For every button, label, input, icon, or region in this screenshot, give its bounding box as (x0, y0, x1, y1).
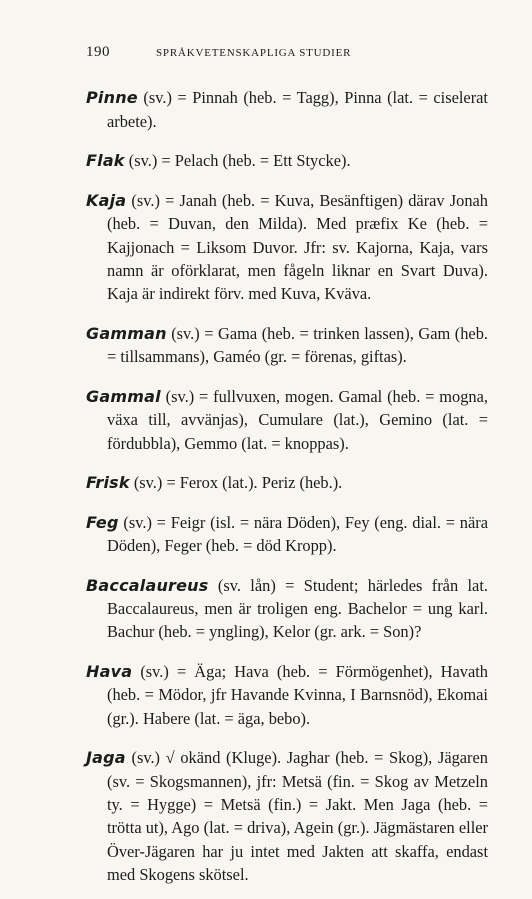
page-header (86, 44, 466, 61)
entry-feg (86, 511, 488, 558)
entry-gammal (86, 385, 488, 455)
entry-headword: Frisk (86, 473, 130, 493)
entry-headword: Flak (86, 151, 125, 171)
entry-text: (sv.) = Pinnah (heb. = Tagg), Pinna (lat. = ciselerat arbete). (107, 88, 488, 131)
entry-text: (sv.) = Gama (heb. = trinken lassen), Gam (heb. = tillsammans), Gaméo (gr. = förenas, giftas). (107, 323, 488, 367)
entry-headword: Hava (86, 662, 133, 682)
entry-jaga (86, 746, 488, 886)
entry-frisk (86, 471, 488, 494)
entry-headword: Gamman (86, 323, 167, 343)
dictionary-entries (86, 70, 488, 899)
entry-baccalaureus (86, 574, 488, 644)
entry-gamman (86, 322, 488, 369)
entry-flak (86, 149, 488, 172)
entry-text: (sv.) = Ferox (lat.). Periz (heb.). (133, 473, 343, 493)
entry-headword: Jaga (86, 748, 126, 768)
entry-text: (sv. lån) = Student; härledes från lat. Baccalaureus, men är troligen eng. Bachelor = ung karl. Bachur (heb. = yngling), Kelor (gr. ark. = Son)? (107, 575, 488, 642)
entry-text: (sv.) = Feigr (isl. = nära Döden), Fey (eng. dial. = nära Döden), Feger (heb. = död Kropp). (107, 512, 488, 556)
entry-kaja (86, 189, 488, 305)
entry-pinne (86, 86, 488, 133)
page-number: 190 (86, 44, 110, 60)
entry-text: (sv.) = Janah (heb. = Kuva, Besänftigen) därav Jonah (heb. = Duvan, den Milda). Med præfix Ke (heb. = Kajjonach = Liksom Duvor. Jfr: sv. Kajorna, Kaja, vars namn är oförklarat, men fågeln liknar en Svart Duva). Kaja är indirekt förv. med Kuva, Kväva. (107, 191, 488, 304)
entry-headword: Pinne (86, 88, 138, 108)
entry-text: (sv.) = fullvuxen, mogen. Gamal (heb. = mogna, växa till, avvänjas), Cumulare (lat.), Gemino (lat. = fördubbla), Gemmo (lat. = knoppas). (107, 386, 488, 453)
entry-headword: Baccalaureus (86, 575, 209, 595)
entry-text: (sv.) = Pelach (heb. = Ett Stycke). (128, 151, 351, 171)
entry-headword: Gammal (86, 386, 161, 406)
entry-text: (sv.) √ okänd (Kluge). Jaghar (heb. = Skog), Jägaren (sv. = Skogsmannen), jfr: Metsä (fin. = Skog av Metzeln ty. = Hygge) = Metsä (fin.) = Jakt. Men Jaga (heb. = trötta ut), Ago (lat. = driva), Agein (gr.). Jägmästaren eller Över-Jägaren har ju intet med Jakten att skaffa, endast med Skogens skötsel. (107, 748, 488, 884)
entry-text: (sv.) = Äga; Hava (heb. = Förmögenhet), Havath (heb. = Mödor, jfr Havande Kvinna, I Barnsnöd), Ekomai (gr.). Habere (lat. = äga, bebo). (107, 662, 488, 728)
entry-hava (86, 660, 488, 730)
entry-headword: Feg (86, 512, 119, 532)
running-title: SPRÅKVETENSKAPLIGA STUDIER (156, 47, 352, 59)
entry-headword: Kaja (86, 191, 127, 211)
